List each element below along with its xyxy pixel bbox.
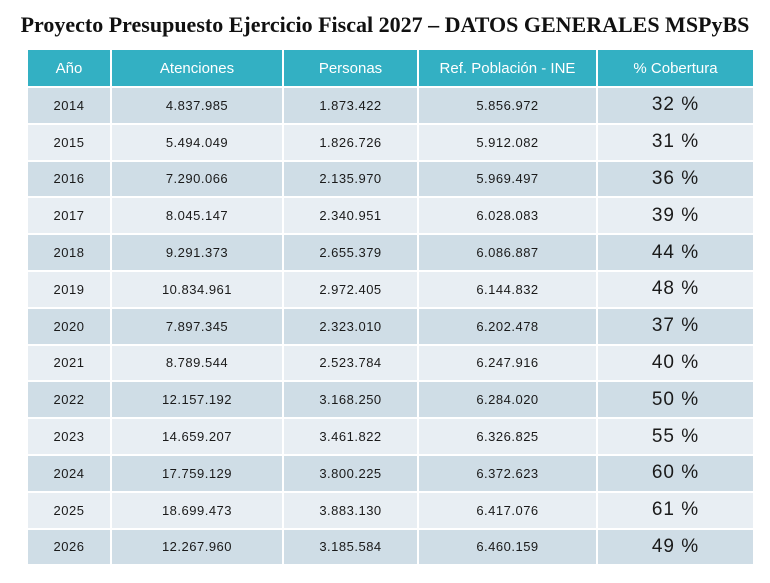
cell-personas: 2.323.010 bbox=[283, 308, 418, 345]
cell-year: 2019 bbox=[27, 271, 111, 308]
cell-cobertura: 44 % bbox=[597, 234, 754, 271]
cell-poblacion: 5.912.082 bbox=[418, 124, 597, 161]
cell-year: 2023 bbox=[27, 418, 111, 455]
cell-atenciones: 7.897.345 bbox=[111, 308, 283, 345]
cell-personas: 2.135.970 bbox=[283, 161, 418, 198]
table-row bbox=[27, 455, 754, 492]
cell-year: 2025 bbox=[27, 492, 111, 529]
cell-atenciones: 18.699.473 bbox=[111, 492, 283, 529]
cell-cobertura: 48 % bbox=[597, 271, 754, 308]
table-row bbox=[27, 87, 754, 124]
cell-personas: 3.800.225 bbox=[283, 455, 418, 492]
table-header-row bbox=[27, 50, 754, 87]
cell-atenciones: 17.759.129 bbox=[111, 455, 283, 492]
cell-personas: 2.972.405 bbox=[283, 271, 418, 308]
cell-poblacion: 6.144.832 bbox=[418, 271, 597, 308]
page-title: Proyecto Presupuesto Ejercicio Fiscal 2027 – DATOS GENERALES MSPyBS bbox=[20, 12, 750, 37]
table-row bbox=[27, 124, 754, 161]
table-body bbox=[27, 87, 754, 565]
cell-poblacion: 6.086.887 bbox=[418, 234, 597, 271]
table-row bbox=[27, 492, 754, 529]
data-table bbox=[26, 50, 755, 566]
cell-personas: 3.168.250 bbox=[283, 381, 418, 418]
cell-atenciones: 4.837.985 bbox=[111, 87, 283, 124]
cell-poblacion: 6.247.916 bbox=[418, 345, 597, 382]
cell-year: 2015 bbox=[27, 124, 111, 161]
cell-personas: 1.826.726 bbox=[283, 124, 418, 161]
cell-cobertura: 60 % bbox=[597, 455, 754, 492]
cell-year: 2014 bbox=[27, 87, 111, 124]
cell-poblacion: 5.969.497 bbox=[418, 161, 597, 198]
cell-year: 2024 bbox=[27, 455, 111, 492]
table-row bbox=[27, 234, 754, 271]
header-year: Año bbox=[27, 50, 111, 87]
cell-personas: 2.340.951 bbox=[283, 197, 418, 234]
cell-cobertura: 55 % bbox=[597, 418, 754, 455]
header-atenciones: Atenciones bbox=[111, 50, 283, 87]
cell-personas: 3.883.130 bbox=[283, 492, 418, 529]
cell-year: 2016 bbox=[27, 161, 111, 198]
cell-personas: 2.523.784 bbox=[283, 345, 418, 382]
cell-year: 2020 bbox=[27, 308, 111, 345]
cell-poblacion: 6.326.825 bbox=[418, 418, 597, 455]
cell-year: 2017 bbox=[27, 197, 111, 234]
cell-cobertura: 49 % bbox=[597, 529, 754, 566]
table-row bbox=[27, 529, 754, 566]
cell-personas: 2.655.379 bbox=[283, 234, 418, 271]
cell-atenciones: 5.494.049 bbox=[111, 124, 283, 161]
table-row bbox=[27, 161, 754, 198]
header-personas: Personas bbox=[283, 50, 418, 87]
cell-year: 2026 bbox=[27, 529, 111, 566]
cell-cobertura: 61 % bbox=[597, 492, 754, 529]
cell-atenciones: 10.834.961 bbox=[111, 271, 283, 308]
cell-personas: 3.185.584 bbox=[283, 529, 418, 566]
cell-atenciones: 12.157.192 bbox=[111, 381, 283, 418]
cell-poblacion: 6.460.159 bbox=[418, 529, 597, 566]
cell-cobertura: 32 % bbox=[597, 87, 754, 124]
cell-personas: 3.461.822 bbox=[283, 418, 418, 455]
cell-poblacion: 6.372.623 bbox=[418, 455, 597, 492]
cell-atenciones: 8.045.147 bbox=[111, 197, 283, 234]
cell-cobertura: 40 % bbox=[597, 345, 754, 382]
cell-poblacion: 5.856.972 bbox=[418, 87, 597, 124]
cell-cobertura: 39 % bbox=[597, 197, 754, 234]
cell-atenciones: 8.789.544 bbox=[111, 345, 283, 382]
cell-poblacion: 6.202.478 bbox=[418, 308, 597, 345]
cell-cobertura: 31 % bbox=[597, 124, 754, 161]
cell-year: 2021 bbox=[27, 345, 111, 382]
cell-cobertura: 37 % bbox=[597, 308, 754, 345]
cell-poblacion: 6.284.020 bbox=[418, 381, 597, 418]
table-row bbox=[27, 345, 754, 382]
cell-year: 2022 bbox=[27, 381, 111, 418]
cell-atenciones: 12.267.960 bbox=[111, 529, 283, 566]
header-cobertura: % Cobertura bbox=[597, 50, 754, 87]
table-row bbox=[27, 308, 754, 345]
table-row bbox=[27, 418, 754, 455]
table-row bbox=[27, 197, 754, 234]
table-row bbox=[27, 381, 754, 418]
cell-poblacion: 6.028.083 bbox=[418, 197, 597, 234]
cell-atenciones: 14.659.207 bbox=[111, 418, 283, 455]
cell-personas: 1.873.422 bbox=[283, 87, 418, 124]
header-poblacion: Ref. Población - INE bbox=[418, 50, 597, 87]
cell-atenciones: 9.291.373 bbox=[111, 234, 283, 271]
table-row bbox=[27, 271, 754, 308]
cell-cobertura: 50 % bbox=[597, 381, 754, 418]
cell-cobertura: 36 % bbox=[597, 161, 754, 198]
cell-year: 2018 bbox=[27, 234, 111, 271]
cell-poblacion: 6.417.076 bbox=[418, 492, 597, 529]
cell-atenciones: 7.290.066 bbox=[111, 161, 283, 198]
